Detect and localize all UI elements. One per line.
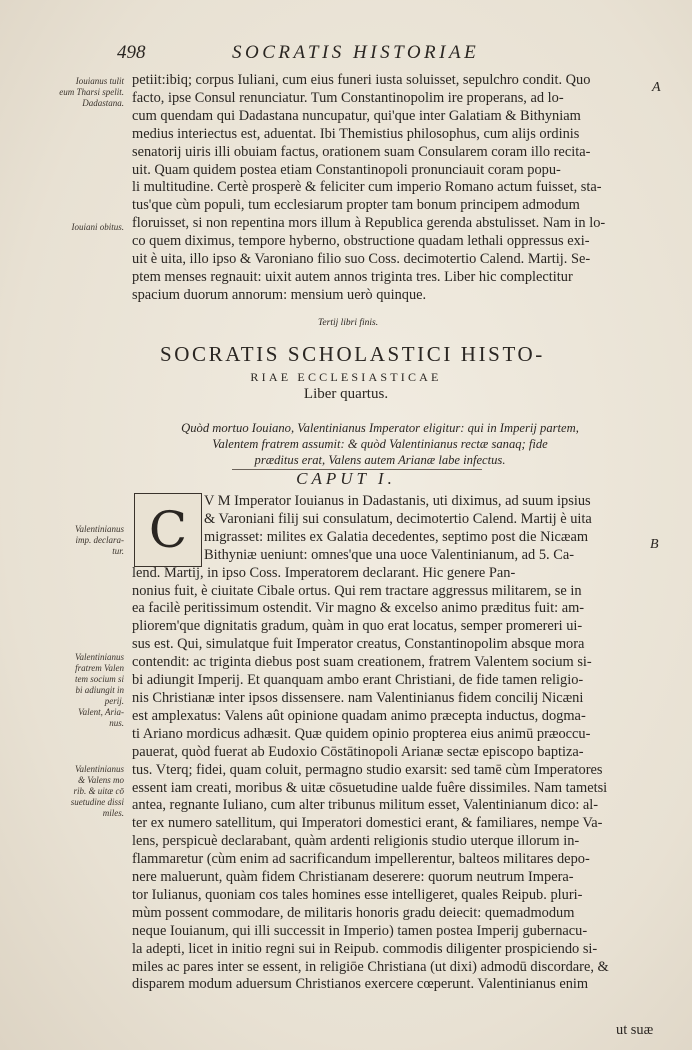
text-line: antea, regnante Iuliano, cum alter tribunus militum esset, Valentinianum dico: al- <box>132 797 599 814</box>
margin-note-line: eum Tharsi spelit. <box>59 87 124 97</box>
text-line: flammaretur (cùm enim ad sacrificandum impellerentur, balteos militares depo- <box>132 851 590 868</box>
book3-explicit: Tertij libri finis. <box>318 318 379 328</box>
margin-note-line: Valent, Aria- <box>78 707 124 717</box>
text-line: contendit: ac triginta diebus post suam creationem, fratrem Valentem socium si- <box>132 654 592 671</box>
chapter-heading: CAPUT I. <box>296 469 396 488</box>
text-line: nere maluerunt, quàm fidem Christianam deserere: quorum neutrum Impera- <box>132 869 574 886</box>
margin-note-valens-socius <box>56 652 124 729</box>
margin-note-line: nus. <box>109 718 124 728</box>
margin-note-line: Iouianus tulit <box>75 76 124 86</box>
text-line: uit. Quam quidem postea etiam Constantinopoli pronunciauit coram popu- <box>132 161 561 178</box>
text-line: essent iam creati, moribus & uitæ cōsuetudine ualde fuêre dissimiles. Nam tametsi <box>132 779 608 796</box>
margin-note-line: rib. & uitæ cō <box>73 786 124 796</box>
section-mark-a: A <box>652 80 661 95</box>
margin-note-line: tur. <box>112 546 124 556</box>
catchword: ut suæ <box>616 1022 654 1038</box>
margin-note-line: Valentinianus <box>75 524 124 534</box>
book3-closing-text <box>132 72 647 305</box>
chapter-summary <box>150 420 610 468</box>
text-line: tor Iulianus, quoniam cos tales homines esse intelligeret, quales Reipub. pluri- <box>132 886 583 903</box>
page-number: 498 <box>117 42 146 63</box>
text-line: migrasset: milites ex Galatia decedentes, septimo post die Nicæam <box>204 528 589 545</box>
text-line: lend. Martij, in ipso Coss. Imperatorem declarant. Hic genere Pan- <box>132 564 516 581</box>
text-line: co quem diximus, tempore hyberno, obstructione quadam lethali oppressus exi- <box>132 233 590 250</box>
running-head: SOCRATIS HISTORIAE <box>232 42 480 63</box>
text-line: disparem modum aduersum Christianos exercere cœperunt. Valentinianus enim <box>132 976 589 993</box>
text-line: ti Ariano mordicus adhæsit. Quæ quidem opinio propterea eius animū præoccu- <box>132 725 591 742</box>
book4-subtitle: Liber quartus. <box>303 386 389 402</box>
text-line: tus. Vterq; fidei, quam coluit, permagno studio exarsit: sed tamē cùm Imperatores <box>132 761 603 778</box>
text-line: uit è uita, illo ipso & Varoniano filio suo Coss. decimotertio Calend. Martij. Se- <box>132 251 591 268</box>
book4-title-line2: RIAE ECCLESIASTICAE <box>250 370 442 384</box>
text-line: V M Imperator Iouianus in Dadastanis, uti diximus, ad suum ipsius <box>204 493 591 509</box>
margin-note-line: miles. <box>102 808 124 818</box>
chapter1-text <box>132 493 647 994</box>
text-line: sus est. Qui, simulatque fuit Imperator creatus, Constantinopolim absque mora <box>132 636 585 653</box>
margin-note-dissimiles <box>56 764 124 819</box>
margin-note-line: fratrem Valen <box>75 663 124 673</box>
summary-line: Quòd mortuo Iouiano, Valentinianus Imperator eligitur: qui in Imperij partem, <box>181 421 579 435</box>
margin-note-line: imp. declara- <box>75 535 124 545</box>
margin-note-dadastana <box>56 76 124 109</box>
text-line: facto, ipse Consul renunciatur. Tum Constantinopolim ire properans, ad lo- <box>132 89 564 106</box>
text-line: cum quendam qui Dadastana nuncupatur, qui'que inter Galatiam & Bithyniam <box>132 107 581 124</box>
margin-note-line: tem socium si <box>75 674 124 684</box>
text-line: la adepti, licet in initio regni sui in Reipub. commodis diligenter prospiciendo si- <box>132 940 598 957</box>
summary-line: præditus erat, Valens autem Arianæ labe infectus. <box>254 453 506 467</box>
text-line: tus'que cùm populi, tum ecclesiarum propter tam bonum principem admodum <box>132 197 580 214</box>
text-line: neque Iouianum, qui illi successit in Imperio) tamen postea Imperij gubernacu- <box>132 922 588 939</box>
text-line: ter ex numero satellitum, qui Imperatori domestici erant, & familiares, nempe Va- <box>132 815 603 832</box>
margin-note-line: bi adiungit in <box>75 685 124 695</box>
text-line: ea facilè peritissimum ostendit. Vir magno & excelso animo præditus fuit: am- <box>132 600 585 617</box>
summary-line: Valentem fratrem assumit: & quòd Valentinianus rectæ sanaq; fide <box>212 437 548 451</box>
text-line: & Varoniani filij sui consulatum, decimotertio Calend. Martij è uita <box>204 510 592 527</box>
margin-note-line: Dadastana. <box>82 98 124 108</box>
text-line: floruisset, si non repentina mors illum à Republica gerenda abstulisset. Nam in lo- <box>132 215 606 232</box>
text-line: pauerat, quòd fuerat ab Eudoxio Cōstātinopoli Arianæ sectæ episcopo baptiza- <box>132 743 584 760</box>
section-mark-b: B <box>650 537 659 552</box>
text-line: bi adiungit Imperij. Et quanquam ambo erant Christiani, de fide tamen religio- <box>132 672 584 689</box>
margin-note-line: Valentinianus <box>75 764 124 774</box>
margin-note-iouiani-obitus <box>56 222 124 233</box>
text-line: Bithyniæ ueniunt: omnes'que una uoce Valentinianum, ad 5. Ca- <box>204 546 575 563</box>
text-line: petiit:ibiq; corpus Iuliani, cum eius funeri iusta soluisset, sepulchro condit. Quo <box>132 72 591 88</box>
text-line: ptem menses regnauit: uixit autem annos triginta tres. Liber hic complectitur <box>132 268 573 285</box>
text-line: lens, perspicuè declarabant, quàm ardenti religionis studio uterque illorum in- <box>132 833 580 850</box>
text-line: senatorij uiris illi obuiam factus, orationem suam Consularem coram illo recita- <box>132 143 591 160</box>
text-line: est amplexatus: Valens aût opinione quadam animo præcepta inductus, dogma- <box>132 707 586 724</box>
text-line: pliorem'que dignitatis gradum, quàm in quo erat locatus, semper promereri ui- <box>132 618 583 635</box>
margin-note-line: perij. <box>104 696 124 706</box>
text-line: mùm possent commodare, de militaris honoris gradu deiecit: quemadmodum <box>132 904 575 921</box>
text-line: miles ac pares inter se essent, in religiōe Christiana (ut dixi) admodū discordare, & <box>132 958 609 975</box>
margin-note-line: suetudine dissi <box>70 797 124 807</box>
margin-note-line: Valentinianus <box>75 652 124 662</box>
text-line: nonius fuit, è ciuitate Cibale ortus. Qui rem tractare aggressus militarem, se in <box>132 582 582 599</box>
margin-note-valentinianus-declaratur <box>56 524 124 557</box>
text-line: spacium duorum annorum: mensium uerò quinque. <box>132 286 427 303</box>
text-line: li multitudine. Certè prosperè & feliciter cum imperio Romano actum fuisset, sta- <box>132 179 602 196</box>
text-line: nis Christianæ inter ipsos dissensere. nam Valentinianus fidem concilij Nicæni <box>132 689 584 706</box>
text-line: medius interiectus est, aduentat. Ibi Themistius philosophus, cum alijs ordinis <box>132 125 580 142</box>
chapter1-paragraph <box>132 493 647 994</box>
decorated-initial-letter: C <box>148 501 188 559</box>
margin-note-line: & Valens mo <box>78 775 124 785</box>
book3-paragraph <box>132 72 647 305</box>
margin-note-line: Iouiani obitus. <box>71 222 124 232</box>
book4-title: SOCRATIS SCHOLASTICI HISTO- <box>160 342 545 366</box>
